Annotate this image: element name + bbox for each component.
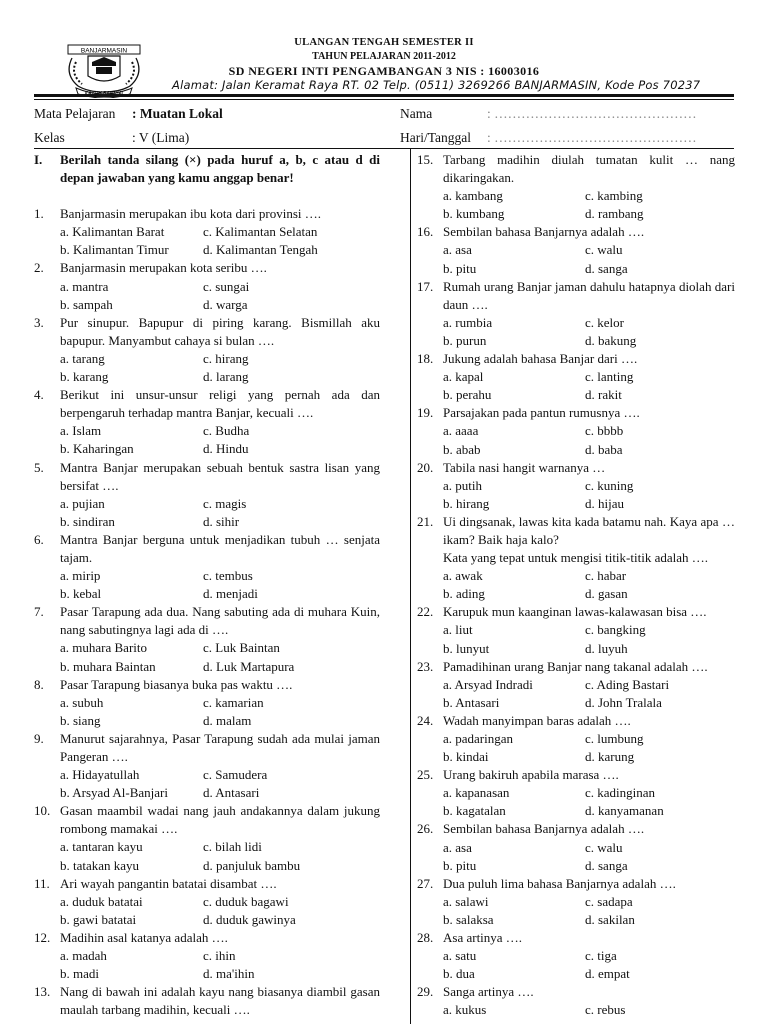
question-number: 11. <box>34 875 50 891</box>
date-field[interactable]: : ……………………………………… <box>487 130 697 145</box>
option-d[interactable]: d. bakung <box>585 332 637 348</box>
answer-options <box>417 187 735 223</box>
option-c[interactable]: c. lumbung <box>585 731 644 746</box>
option-a[interactable]: a. aaaa <box>443 423 479 439</box>
option-c[interactable]: c. hirang <box>203 350 249 366</box>
question-number: 10. <box>34 803 51 819</box>
question-item <box>34 802 380 874</box>
question-item <box>417 658 735 712</box>
question-number: 15. <box>417 152 434 167</box>
answer-options <box>417 676 735 712</box>
subject-label: Mata Pelajaran <box>34 106 116 121</box>
name-field[interactable]: : ……………………………………… <box>487 106 697 121</box>
option-d[interactable]: d. kanyamanan <box>585 803 664 819</box>
question-number: 4. <box>34 387 44 403</box>
section-number: I. <box>34 152 43 167</box>
svg-text:KAYUH BAIMBAI: KAYUH BAIMBAI <box>84 91 124 97</box>
option-c[interactable]: c. habar <box>585 568 627 584</box>
answer-options <box>34 350 380 386</box>
option-b[interactable]: b. pitu <box>443 857 477 873</box>
option-d[interactable]: d. panjuluk bambu <box>203 857 301 873</box>
question-number: 18. <box>417 351 434 367</box>
question-text: Mantra Banjar merupakan sebuah bentuk sastra lisan yang bersifat …. <box>60 459 380 493</box>
option-c[interactable]: c. tiga <box>585 948 617 964</box>
question-number: 2. <box>34 260 44 276</box>
question-text: Asa artinya …. <box>443 930 523 946</box>
question-item <box>34 730 380 802</box>
question-item <box>417 929 735 983</box>
column-divider <box>410 149 411 1024</box>
option-a[interactable]: a. Kalimantan Barat <box>60 224 165 240</box>
name-label: Nama <box>400 106 433 121</box>
option-c[interactable]: c. kambing <box>585 188 643 204</box>
question-text: Banjarmasin merupakan kota seribu …. <box>60 260 267 276</box>
option-b[interactable]: b. hirang <box>443 495 490 511</box>
option-b[interactable]: b. Kalimantan Timur <box>60 242 169 258</box>
option-b[interactable]: b. madi <box>60 966 99 982</box>
option-d[interactable]: d. larang <box>203 369 249 385</box>
option-c[interactable]: c. walu <box>585 242 623 258</box>
option-d[interactable]: d. Antasari <box>203 785 260 801</box>
option-b[interactable]: b. kebal <box>60 586 102 602</box>
option-b[interactable]: b. lunyut <box>443 640 490 656</box>
question-number: 19. <box>417 405 434 421</box>
question-text: Pamadihinan urang Banjar nang takanal adalah …. <box>443 658 708 674</box>
option-d[interactable]: d. Kalimantan Tengah <box>203 242 318 258</box>
option-d[interactable]: d. menjadi <box>203 586 258 602</box>
option-a[interactable]: a. kapal <box>443 369 484 385</box>
question-item <box>417 603 735 657</box>
letterhead <box>0 0 768 100</box>
section-instruction <box>34 151 380 187</box>
option-a[interactable]: a. rumbia <box>443 314 493 330</box>
answer-options <box>34 947 380 983</box>
class-label: Kelas <box>34 130 65 145</box>
option-c[interactable]: c. bbbb <box>585 423 624 439</box>
option-b[interactable]: b. purun <box>443 332 487 348</box>
answer-options <box>417 477 735 513</box>
question-text: Manurut sajarahnya, Pasar Tarapung sudah ada mulai jaman Pangeran …. <box>60 730 380 764</box>
option-a[interactable]: a. Hidayatullah <box>60 767 140 783</box>
answer-options <box>417 893 735 929</box>
option-a[interactable]: a. mirip <box>60 568 101 584</box>
question-text: Tabila nasi hangit warnanya … <box>443 459 606 475</box>
option-d[interactable]: d. warga <box>203 296 248 312</box>
question-item <box>34 603 380 675</box>
option-c[interactable]: c. kadinginan <box>585 785 656 801</box>
question-item <box>34 983 380 1019</box>
questions-left-column <box>34 151 380 1019</box>
option-c[interactable]: c. kuning <box>585 477 634 493</box>
option-c[interactable]: c. sadapa <box>585 893 633 909</box>
option-a[interactable]: a. kambang <box>443 188 503 204</box>
question-number: 21. <box>417 513 434 529</box>
option-a[interactable]: a. salawi <box>443 893 489 909</box>
option-c[interactable]: c. tembus <box>203 568 253 584</box>
question-text: Karupuk mun kaanginan lawas-kalawasan bisa …. <box>443 604 707 620</box>
option-c[interactable]: c. rebus <box>585 1002 626 1018</box>
question-number: 1. <box>34 206 44 222</box>
question-text: Wadah manyimpan baras adalah …. <box>443 712 631 728</box>
question-item <box>34 314 380 386</box>
question-text: Pur sinupur. Bapupur di piring karang. Bismillah aku bapupur. Manyambut cahaya si bulan …. <box>60 314 380 348</box>
option-d[interactable]: d. hijau <box>585 495 624 511</box>
answer-options <box>417 241 735 277</box>
option-c[interactable]: c. Budha <box>203 423 250 439</box>
option-b[interactable]: b. salaksa <box>443 911 494 927</box>
question-number: 20. <box>417 459 434 475</box>
question-number: 28. <box>417 930 434 946</box>
answer-options <box>34 838 380 874</box>
question-item <box>417 151 735 223</box>
question-number: 6. <box>34 531 44 547</box>
school-name: SD NEGERI INTI PENGAMBANGAN 3 NIS : 16003016 <box>228 64 540 78</box>
question-number: 13. <box>34 984 51 1000</box>
option-b[interactable]: b. Arsyad Al-Banjari <box>60 785 168 801</box>
answer-options <box>34 278 380 314</box>
option-b[interactable]: b. Antasari <box>443 694 500 710</box>
option-b[interactable]: b. kumbang <box>443 206 505 222</box>
option-c[interactable]: c. magis <box>203 495 247 511</box>
question-number: 25. <box>417 767 434 783</box>
answer-options <box>417 1001 735 1019</box>
option-b[interactable]: b. perahu <box>443 387 492 403</box>
question-number: 12. <box>34 929 51 945</box>
question-number: 24. <box>417 712 434 728</box>
question-item <box>34 205 380 259</box>
answer-options <box>34 495 380 531</box>
option-c[interactable]: c. Kalimantan Selatan <box>203 224 318 240</box>
option-c[interactable]: c. lanting <box>585 369 634 385</box>
option-a[interactable]: a. kukus <box>443 1002 487 1018</box>
option-d[interactable]: d. baba <box>585 441 623 457</box>
option-d[interactable]: d. gasan <box>585 586 628 602</box>
svg-text:BANJARMASIN: BANJARMASIN <box>80 47 128 55</box>
option-d[interactable]: d. empat <box>585 966 630 982</box>
option-c[interactable]: c. kelor <box>585 314 624 330</box>
option-c[interactable]: c. bilah lidi <box>203 839 262 855</box>
option-a[interactable]: a. pujian <box>60 495 105 511</box>
answer-options <box>417 567 735 603</box>
question-text: Nang di bawah ini adalah kayu nang biasanya diambil gasan maulah tarbang madihin, kecuali …. <box>60 984 380 1018</box>
header-rule-thin <box>34 99 734 100</box>
option-b[interactable]: b. sampah <box>60 296 113 312</box>
option-c[interactable]: c. duduk bagawi <box>203 893 289 909</box>
question-number: 26. <box>417 821 434 837</box>
question-text: Rumah urang Banjar jaman dahulu hatapnya diolah dari daun …. <box>443 278 735 312</box>
question-number: 5. <box>34 459 44 475</box>
option-b[interactable]: b. kagatalan <box>443 803 506 819</box>
question-number: 9. <box>34 730 44 746</box>
option-b[interactable]: b. karang <box>60 369 109 385</box>
option-d[interactable]: d. sanga <box>585 260 628 276</box>
option-d[interactable]: d. karung <box>585 749 635 765</box>
question-number: 27. <box>417 875 434 891</box>
answer-options <box>34 766 380 802</box>
question-list-left <box>34 205 380 1019</box>
option-c[interactable]: c. kamarian <box>203 694 264 710</box>
question-text: Jukung adalah bahasa Banjar dari …. <box>443 351 638 367</box>
question-item <box>417 766 735 820</box>
question-item <box>417 459 735 513</box>
answer-options <box>417 314 735 350</box>
subject-value: : Muatan Lokal <box>132 106 223 121</box>
option-b[interactable]: b. dua <box>443 966 475 982</box>
option-a[interactable]: a. kapanasan <box>443 785 510 801</box>
question-text: Parsajakan pada pantun rumusnya …. <box>443 405 640 421</box>
answer-options <box>34 567 380 603</box>
question-text: Berikut ini unsur-unsur religi yang pernah ada dan berpengaruh terhadap mantra Banjar, kecuali …. <box>60 387 380 421</box>
answer-options <box>417 839 735 875</box>
question-text: Banjarmasin merupakan ibu kota dari provinsi …. <box>60 206 322 222</box>
option-c[interactable]: c. bangking <box>585 622 646 638</box>
spacer <box>34 187 380 205</box>
answer-options <box>34 893 380 929</box>
answer-options <box>34 223 380 259</box>
question-number: 22. <box>417 604 434 620</box>
option-b[interactable]: b. kindai <box>443 749 489 765</box>
answer-options <box>417 784 735 820</box>
option-a[interactable]: a. madah <box>60 948 107 964</box>
option-d[interactable]: d. duduk gawinya <box>203 911 296 927</box>
option-d[interactable]: d. John Tralala <box>585 694 662 710</box>
question-item <box>34 929 380 983</box>
school-address: Alamat: Jalan Keramat Raya RT. 02 Telp. (0511) 3269266 BANJARMASIN, Kode Pos 70237 <box>172 78 701 92</box>
answer-options <box>417 368 735 404</box>
option-d[interactable]: d. rambang <box>585 206 644 222</box>
option-b[interactable]: b. gawi batatai <box>60 911 137 927</box>
question-subtext: Kata yang tepat untuk mengisi titik-titik adalah …. <box>443 550 708 566</box>
option-b[interactable]: b. ading <box>443 586 485 602</box>
option-d[interactable]: d. sakilan <box>585 911 635 927</box>
option-c[interactable]: c. Luk Baintan <box>203 640 280 656</box>
question-text: Gasan maambil wadai nang jauh andakannya dalam jukung rombong mamakai …. <box>60 803 380 837</box>
option-c[interactable]: c. ihin <box>203 948 236 964</box>
option-a[interactable]: a. subuh <box>60 694 104 710</box>
option-c[interactable]: c. Samudera <box>203 767 268 783</box>
answer-options <box>417 947 735 983</box>
answer-options <box>417 621 735 657</box>
question-text: Pasar Tarapung biasanya buka pas waktu …. <box>60 676 293 692</box>
question-item <box>34 259 380 313</box>
option-c[interactable]: c. Ading Bastari <box>585 676 670 692</box>
header-rule-thick <box>34 94 734 97</box>
question-item <box>34 459 380 531</box>
question-item <box>34 676 380 730</box>
option-b[interactable]: b. muhara Baintan <box>60 658 156 674</box>
option-b[interactable]: b. Kaharingan <box>60 441 134 457</box>
option-d[interactable]: d. malam <box>203 712 252 728</box>
question-item <box>417 350 735 404</box>
option-b[interactable]: b. pitu <box>443 260 477 276</box>
question-list-right <box>417 151 735 1020</box>
option-a[interactable]: a. putih <box>443 477 482 493</box>
question-number: 7. <box>34 604 44 620</box>
question-text: Madihin asal katanya adalah …. <box>60 929 228 945</box>
option-d[interactable]: d. Hindu <box>203 441 249 457</box>
question-item <box>417 820 735 874</box>
question-item <box>417 875 735 929</box>
option-d[interactable]: d. rakit <box>585 387 622 403</box>
question-item <box>34 875 380 929</box>
option-a[interactable]: a. muhara Barito <box>60 640 147 656</box>
option-a[interactable]: a. liut <box>443 622 473 638</box>
option-d[interactable]: d. ma'ihin <box>203 966 255 982</box>
question-text: Sembilan bahasa Banjarnya adalah …. <box>443 224 645 240</box>
question-item <box>417 712 735 766</box>
option-c[interactable]: c. sungai <box>203 278 250 294</box>
option-b[interactable]: b. siang <box>60 712 101 728</box>
option-d[interactable]: d. luyuh <box>585 640 628 656</box>
question-number: 23. <box>417 658 434 674</box>
question-text: Tarbang madihin diulah tumatan kulit … nang dikaringakan. <box>443 152 735 186</box>
question-item <box>34 531 380 603</box>
question-item <box>417 513 735 603</box>
instruction-text: Berilah tanda silang (×) pada huruf a, b, c atau d di depan jawaban yang kamu anggap benar! <box>60 152 380 186</box>
option-a[interactable]: a. Islam <box>60 423 102 439</box>
option-b[interactable]: b. abab <box>443 441 481 457</box>
option-a[interactable]: a. asa <box>443 242 472 258</box>
question-item <box>417 223 735 277</box>
info-rule <box>34 148 734 149</box>
question-number: 29. <box>417 984 434 1000</box>
question-text: Mantra Banjar berguna untuk menjadikan tubuh … senjata tajam. <box>60 531 380 565</box>
answer-options <box>34 639 380 675</box>
question-text: Sanga artinya …. <box>443 984 534 1000</box>
question-text: Sembilan bahasa Banjarnya adalah …. <box>443 821 645 837</box>
question-text: Dua puluh lima bahasa Banjarnya adalah …. <box>443 875 676 891</box>
option-a[interactable]: a. tarang <box>60 350 105 366</box>
question-text: Ari wayah pangantin batatai disambat …. <box>60 875 277 891</box>
question-number: 8. <box>34 676 44 692</box>
option-a[interactable]: a. padaringan <box>443 731 514 746</box>
option-a[interactable]: a. tantaran kayu <box>60 839 143 855</box>
answer-options <box>34 422 380 458</box>
option-a[interactable]: a. duduk batatai <box>60 893 143 909</box>
questions-right-column <box>417 151 735 1020</box>
option-a[interactable]: a. satu <box>443 948 477 964</box>
question-number: 16. <box>417 224 434 240</box>
option-a[interactable]: a. awak <box>443 568 483 584</box>
option-a[interactable]: a. Arsyad Indradi <box>443 676 533 692</box>
question-text: Urang bakiruh apabila marasa …. <box>443 767 619 783</box>
question-item <box>417 983 735 1019</box>
answer-options <box>417 422 735 458</box>
option-a[interactable]: a. mantra <box>60 278 109 294</box>
option-b[interactable]: b. sindiran <box>60 513 115 529</box>
question-number: 3. <box>34 314 44 330</box>
school-year: TAHUN PELAJARAN 2011-2012 <box>312 51 456 62</box>
question-text: Ui dingsanak, lawas kita kada batamu nah. Kaya apa … ikam? Baik haja kalo? <box>443 513 735 547</box>
question-item <box>417 278 735 350</box>
option-b[interactable]: b. tatakan kayu <box>60 857 140 873</box>
question-item <box>417 404 735 458</box>
question-text: Pasar Tarapung ada dua. Nang sabuting ada di muhara Kuin, nang sabutingnya lagi ada di …. <box>60 604 380 638</box>
option-a[interactable]: a. asa <box>443 839 472 855</box>
option-d[interactable]: d. sanga <box>585 857 628 873</box>
answer-options <box>34 694 380 730</box>
option-d[interactable]: d. Luk Martapura <box>203 658 295 674</box>
option-c[interactable]: c. walu <box>585 839 623 855</box>
question-number: 17. <box>417 278 434 294</box>
exam-title: ULANGAN TENGAH SEMESTER II <box>294 37 474 48</box>
class-value: : V (Lima) <box>132 130 190 145</box>
question-item <box>34 386 380 458</box>
date-label: Hari/Tanggal <box>400 130 472 145</box>
option-d[interactable]: d. sihir <box>203 513 240 529</box>
answer-options <box>417 730 735 766</box>
